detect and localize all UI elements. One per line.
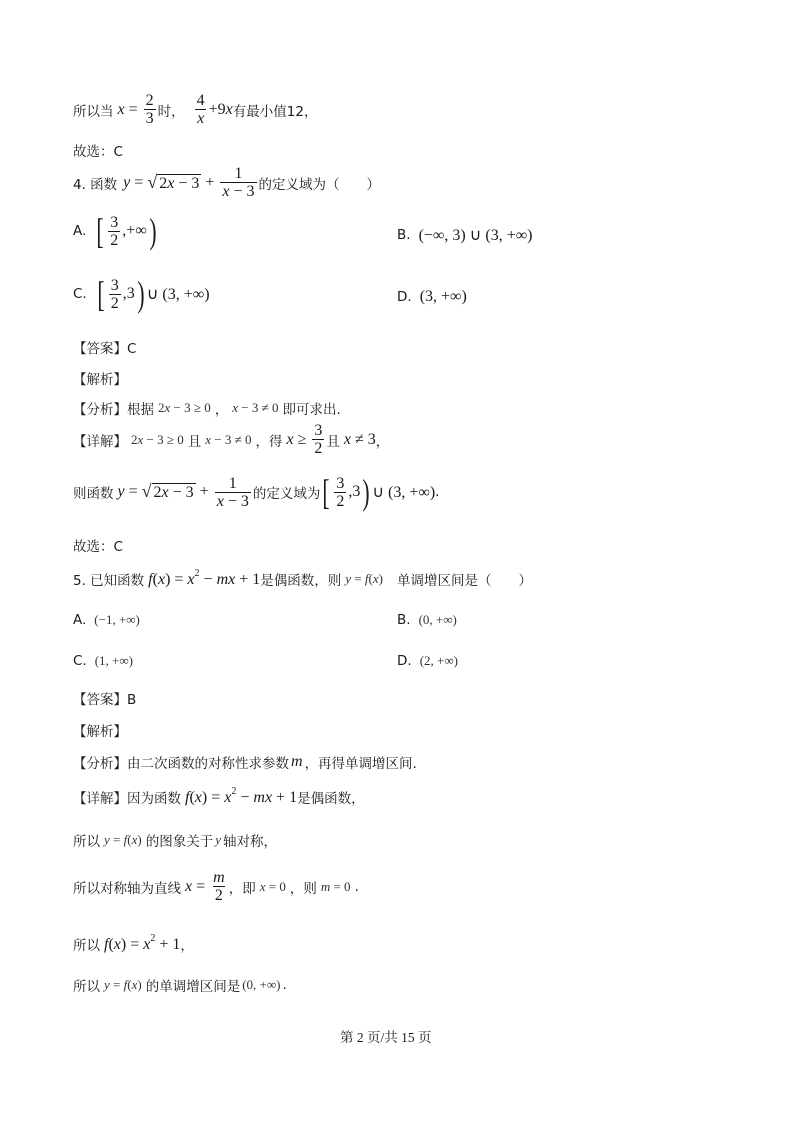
q4-conclusion: 则函数 y = √ 2x − 3 + $\frac{1}{x - 3}$ 的定义域为 [ $\frac{3}{2}$ ,3 ) ∪ (3, +∞) . bbox=[73, 472, 440, 512]
text: 时， bbox=[157, 103, 185, 120]
fraction-4-x: $\frac{4}{x}$ bbox=[196, 92, 205, 127]
q4-answer: 【答案】C bbox=[73, 341, 137, 357]
q4-analysis: 【分析】根据 2x − 3 ≥ 0 ， x − 3 ≠ 0 即可求出. bbox=[73, 400, 341, 418]
text: 所以当 bbox=[73, 103, 114, 120]
q5-symmetry: 所以 y = f(x) 的图象关于 y 轴对称， bbox=[73, 832, 277, 850]
q4-jiexi: 【解析】 bbox=[73, 372, 127, 388]
q5-option-b: B. (0, +∞) bbox=[397, 612, 457, 628]
q5-option-c: C. (1, +∞) bbox=[73, 653, 133, 669]
page-footer: 第 2 页/共 15 页 bbox=[340, 1030, 432, 1045]
q4-choose: 故选：C bbox=[73, 539, 123, 555]
q5-analysis: 【分析】由二次函数的对称性求参数 m ，再得单调增区间. bbox=[73, 753, 417, 772]
line-min-value: 所以当 x = $\frac{2}{3}$ 时， $\frac{4}{x}$ +9 x 有最小值12， bbox=[73, 92, 318, 127]
q5-option-a: A. (−1, +∞) bbox=[73, 612, 140, 628]
q5-fx: 所以 $f(x) = x^2 + 1$ ， bbox=[73, 933, 194, 954]
fraction-2-3: $\frac{2}{3}$ bbox=[145, 92, 154, 127]
choose-line: 故选：C bbox=[73, 144, 123, 160]
question-4-stem: 4. 函数 y = √ 2x − 3 + $\frac{1}{x - 3}$ 的定义域为（ ） bbox=[73, 165, 381, 200]
question-5-stem: 5. 已知函数 $f(x) = x^2$ − mx + 1 是偶函数，则 y = f(x) 单调增区间是（ ） bbox=[73, 568, 532, 589]
fraction-1-over-x-3: $\frac{1}{x - 3}$ bbox=[222, 165, 255, 200]
q5-final: 所以 y = f(x) 的单调增区间是 (0, +∞) . bbox=[73, 977, 287, 995]
q4-option-b: B. (−∞, 3) ∪ (3, +∞) bbox=[397, 227, 533, 244]
q4-detail: 【详解】 2x − 3 ≥ 0 且 x − 3 ≠ 0 ，得 x ≥ $\frac{3}{2}$ 且 x ≠ 3 ， bbox=[73, 422, 390, 457]
q5-option-d: D. (2, +∞) bbox=[397, 653, 458, 669]
sqrt-2x-3: √ 2x − 3 bbox=[147, 171, 200, 192]
q4-option-a: A. [ $\frac{3}{2}$ ,+∞ ) bbox=[73, 211, 157, 251]
q5-answer: 【答案】B bbox=[73, 692, 137, 708]
q5-detail: 【详解】因为函数 $f(x) = x^2$ − mx + 1 是偶函数， bbox=[73, 786, 365, 807]
question-number: 4. 函数 bbox=[73, 176, 118, 193]
q4-option-c: C. [ $\frac{3}{2}$ ,3 ) ∪ (3, +∞) bbox=[73, 274, 210, 314]
q4-option-d: D. (3, +∞) bbox=[397, 288, 467, 305]
text: 有最小值12， bbox=[232, 103, 318, 120]
q5-axis: 所以对称轴为直线 x = $\frac{m}{2}$ ，即 x = 0 ，则 m = 0 . bbox=[73, 869, 359, 904]
q5-jiexi: 【解析】 bbox=[73, 724, 127, 740]
